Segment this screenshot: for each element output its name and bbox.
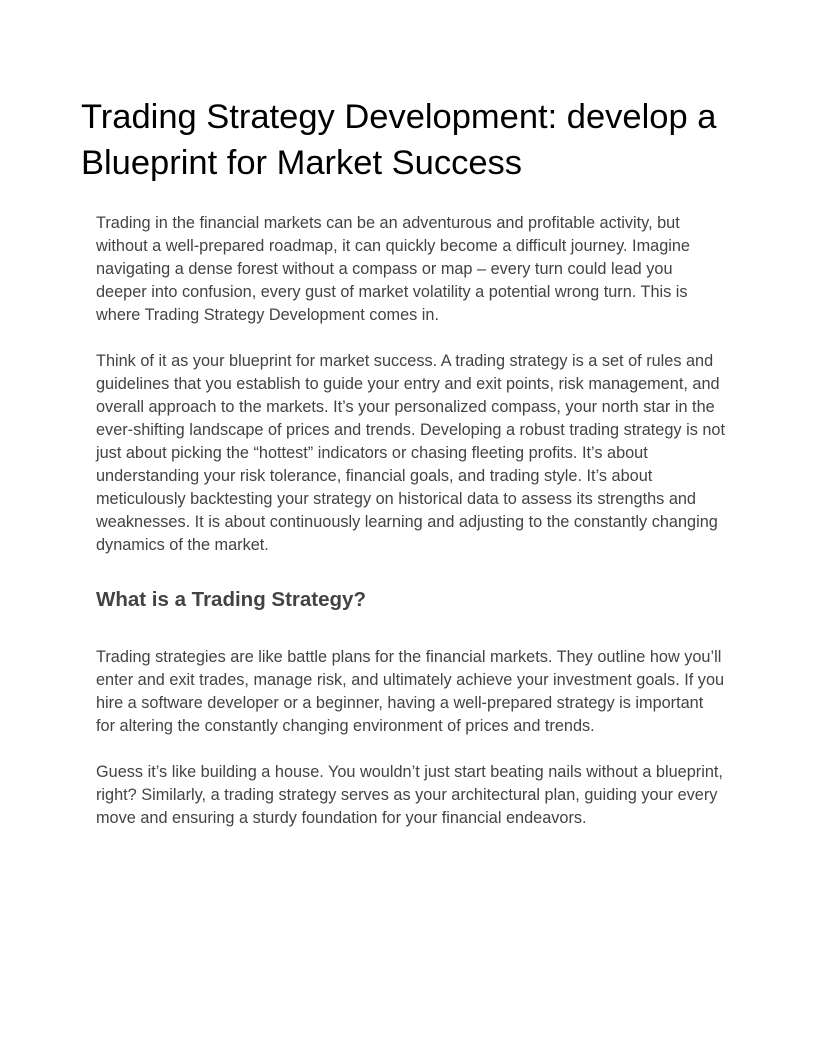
intro-paragraph: Trading in the financial markets can be an adventurous and profitable activity, but without a well-prepared roadmap, it can quickly become a difficult journey. Imagine navigating a dense forest without a compass or map – every turn could lead you deeper into confusion, every gust of market volatility a potential wrong turn. This is where Trading Strategy Development comes in. <box>96 214 690 324</box>
intro-paragraph: Think of it as your blueprint for market success. A trading strategy is a set of rules and guidelines that you establish to guide your entry and exit points, risk management, and overall approach to the markets. It’s your personalized compass, your north star in the ever-shifting landscape of prices and trends. Developing a robust trading strategy is not just about picking the “hottest” indicators or chasing fleeting profits. It’s about understanding your risk tolerance, financial goals, and trading style. It’s about meticulously backtesting your strategy on historical data to assess its strengths and weaknesses. It is about continuously learning and adjusting to the constantly changing dynamics of the market. <box>96 352 725 554</box>
document-body <box>96 212 726 830</box>
section-paragraph: Guess it’s like building a house. You wouldn’t just start beating nails without a blueprint, right? Similarly, a trading strategy serves as your architectural plan, guiding your every move and ensuring a sturdy foundation for your financial endeavors. <box>96 763 723 827</box>
document-title: Trading Strategy Development: develop a Blueprint for Market Success <box>81 98 717 182</box>
section-paragraph: Trading strategies are like battle plans for the financial markets. They outline how you’ll enter and exit trades, manage risk, and ultimately achieve your investment goals. If you hire a software developer or a beginner, having a well-prepared strategy is important for altering the constantly changing environment of prices and trends. <box>96 648 725 735</box>
section-heading: What is a Trading Strategy? <box>96 588 366 611</box>
